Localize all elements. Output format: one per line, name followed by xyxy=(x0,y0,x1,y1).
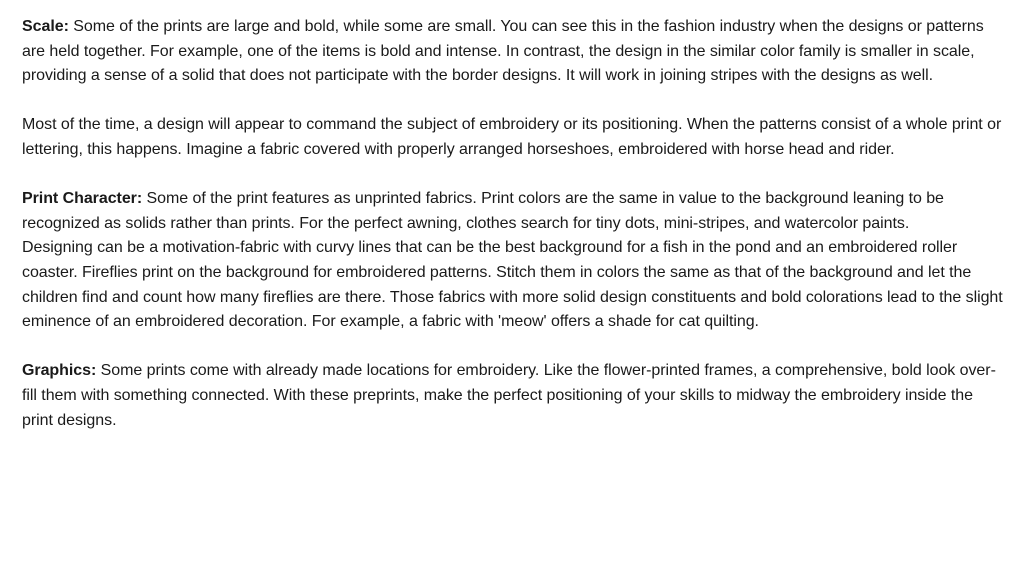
paragraph-spacer xyxy=(22,89,1007,114)
scale-text: Some of the prints are large and bold, while some are small. You can see this in the fashion industry when the designs or patterns are held together. For example, one of the items is bold and intense. In contrast, the design in the similar color family is smaller in scale, providing a sense of a solid that does not participate with the border designs. It will work in joining stripes with the designs as well. xyxy=(22,18,984,85)
scale-paragraph xyxy=(22,15,1007,89)
scale-heading: Scale: xyxy=(22,18,69,35)
paragraph-spacer xyxy=(22,163,1007,188)
print-character-paragraph xyxy=(22,187,1007,236)
print-character-heading: Print Character: xyxy=(22,190,143,208)
paragraph-spacer xyxy=(22,335,1007,360)
print-character-text: Some of the print features as unprinted fabrics. Print colors are the same in value to the background leaning to be recognized as solids rather than prints. For the perfect awning, clothes search for tiny dots, mini-stripes, and watercolor paints. xyxy=(22,190,944,232)
designing-paragraph: Designing can be a motivation-fabric with curvy lines that can be the best background for a fish in the pond and an embroidered roller coaster. Fireflies print on the background for embroidered patterns. Stitch them in colors the same as that of the background and let the children find and count how many fireflies are there. Those fabrics with more solid design constituents and bold colorations lead to the slight eminence of an embroidered decoration. For example, a fabric with 'meow' offers a shade for cat quilting. xyxy=(22,239,1003,331)
design-command-paragraph: Most of the time, a design will appear to command the subject of embroidery or its positioning. When the patterns consist of a whole print or lettering, this happens. Imagine a fabric covered with properly arranged horseshoes, embroidered with horse head and rider. xyxy=(22,116,1002,158)
graphics-text: Some prints come with already made locations for embroidery. Like the flower-printed frames, a comprehensive, bold look over-fill them with something connected. With these preprints, make the perfect positioning of your skills to midway the embroidery inside the print designs. xyxy=(22,362,996,429)
document-body xyxy=(22,15,1007,433)
graphics-paragraph xyxy=(22,359,1007,433)
graphics-heading: Graphics: xyxy=(22,362,97,380)
